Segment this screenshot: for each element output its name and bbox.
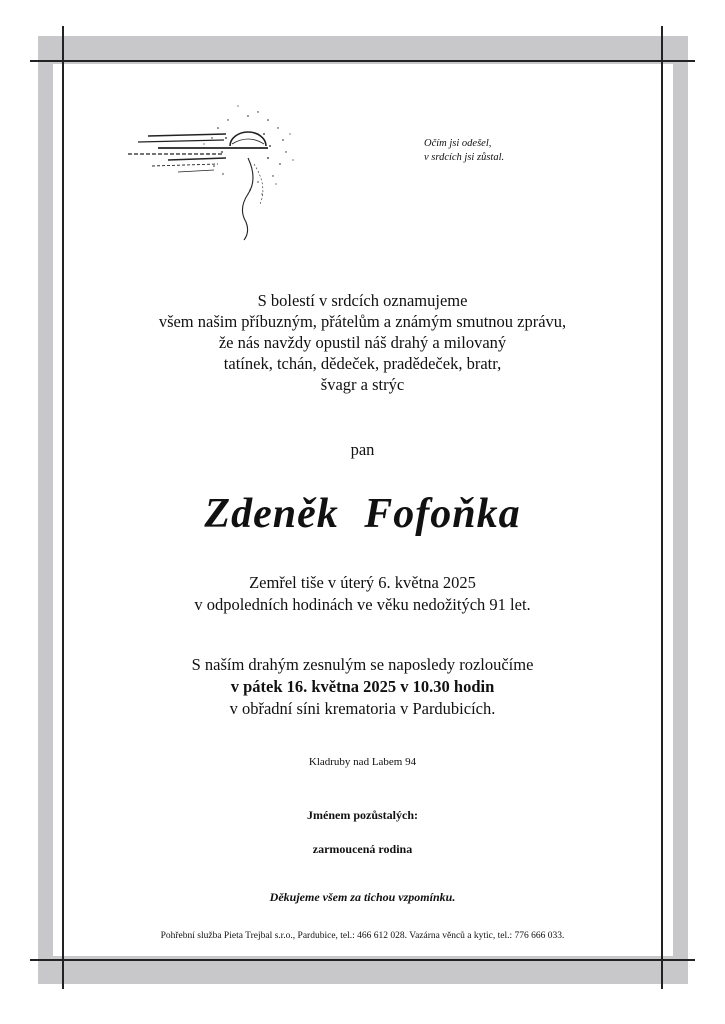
setting-sun-ornament-icon <box>108 94 308 244</box>
epigraph-line: v srdcích jsi zůstal. <box>424 152 505 163</box>
bottom-rule <box>30 959 695 961</box>
death-line: v odpoledních hodinách ve věku nedožitých 91 let. <box>194 595 531 614</box>
announcement <box>0 290 725 395</box>
family-signature: zarmoucená rodina <box>312 842 413 856</box>
funeral-place: v obřadní síni krematoria v Pardubicích. <box>229 699 496 718</box>
announcement-line: všem našim příbuzným, přátelům a známým smutnou zprávu, <box>158 312 567 331</box>
announcement-line: švagr a strýc <box>320 375 405 394</box>
top-rule <box>30 60 695 62</box>
address: Kladruby nad Labem 94 <box>308 756 417 768</box>
footer-contact: Pohřební služba Pieta Trejbal s.r.o., Pardubice, tel.: 466 612 028. Vazárna věnců a kytic, tel.: 776 666 033. <box>160 931 565 941</box>
funeral-date: v pátek 16. května 2025 v 10.30 hodin <box>230 677 495 696</box>
thanks-line: Děkujeme všem za tichou vzpomínku. <box>269 890 456 904</box>
epigraph-line: Očím jsi odešel, <box>424 138 492 149</box>
death-line: Zemřel tiše v úterý 6. května 2025 <box>249 573 476 592</box>
death-info <box>0 572 725 616</box>
deceased-name: Zdeněk Fofoňka <box>204 491 521 537</box>
announcement-line: S bolestí v srdcích oznamujeme <box>257 291 468 310</box>
on-behalf-label: Jménem pozůstalých: <box>307 808 418 822</box>
funeral-line: S naším drahým zesnulým se naposledy rozloučíme <box>191 655 534 674</box>
funeral-info <box>0 654 725 720</box>
epigraph <box>424 137 624 165</box>
announcement-line: že nás navždy opustil náš drahý a milovaný <box>218 333 507 352</box>
title-word: pan <box>350 440 375 459</box>
announcement-line: tatínek, tchán, dědeček, pradědeček, bratr, <box>223 354 502 373</box>
